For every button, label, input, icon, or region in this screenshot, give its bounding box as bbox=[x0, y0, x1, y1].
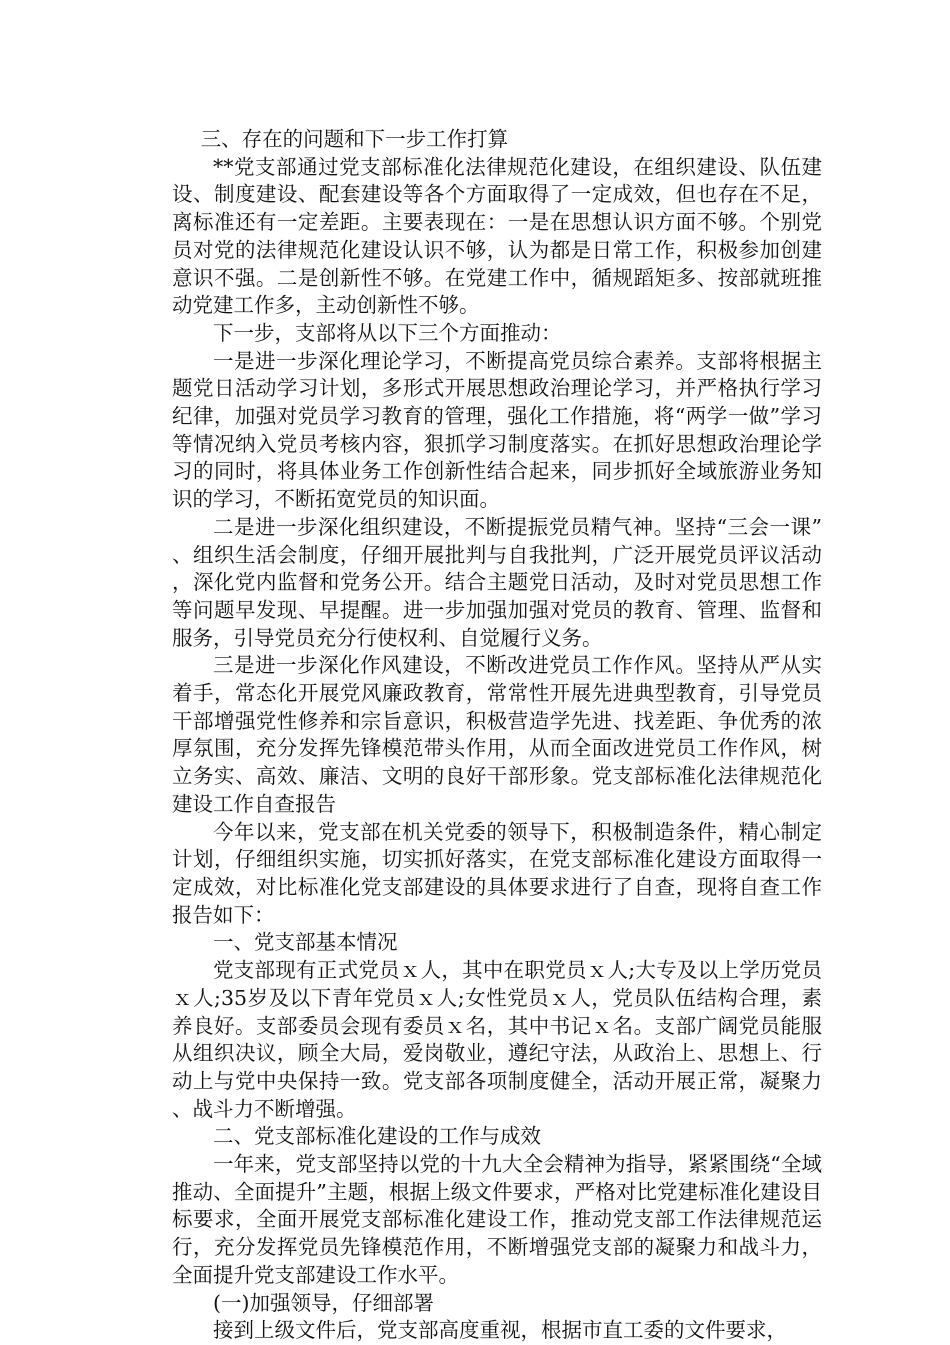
body-paragraph: 一是进一步深化理论学习，不断提高党员综合素养。支部将根据主题党日活动学习计划，多形式开展思想政治理论学习，并严格执行学习纪律，加强对党员学习教育的管理，强化工作措施，将“两学一做”学习等情况纳入党员考核内容，狠抓学习制度落实。在抓好思想政治理论学习的同时，将具体业务工作创新性结合起来，同步抓好全域旅游业务知识的学习，不断拓宽党员的知识面。 bbox=[172, 348, 822, 512]
body-paragraph: 接到上级文件后，党支部高度重视，根据市直工委的文件要求， bbox=[213, 1318, 787, 1343]
body-paragraph: 党支部现有正式党员ｘ人，其中在职党员ｘ人;大专及以上学历党员ｘ人;35岁及以下青年党员ｘ人;女性党员ｘ人，党员队伍结构合理，素养良好。支部委员会现有委员ｘ名，其中书记ｘ名。支部广阔党员能服从组织决议，顾全大局，爱岗敬业，遵纪守法，从政治上、思想上、行动上与党中央保持一致。党支部各项制度健全，活动开展正常，凝聚力、战斗力不断增强。 bbox=[172, 958, 822, 1121]
section-heading: 二、党支部标准化建设的工作与成效 bbox=[213, 1124, 541, 1149]
body-paragraph: **党支部通过党支部标准化法律规范化建设，在组织建设、队伍建设、制度建设、配套建设等各个方面取得了一定成效，但也存在不足，离标准还有一定差距。主要表现在：一是在思想认识方面不够。个别党员对党的法律规范化建设认识不够，认为都是日常工作，积极参加创建意识不强。二是创新性不够。在党建工作中，循规蹈矩多、按部就班推动党建工作多，主动创新性不够。 bbox=[172, 154, 822, 318]
document-body bbox=[172, 126, 822, 1345]
section-heading: 一、党支部基本情况 bbox=[213, 930, 398, 955]
body-paragraph: 一年来，党支部坚持以党的十九大全会精神为指导，紧紧围绕“全域推动、全面提升”主题，根据上级文件要求，严格对比党建标准化建设目标要求，全面开展党支部标准化建设工作，推动党支部工作法律规范运行，充分发挥党员先锋模范作用，不断增强党支部的凝聚力和战斗力，全面提升党支部建设工作水平。 bbox=[172, 1152, 822, 1287]
body-paragraph: 三是进一步深化作风建设，不断改进党员工作作风。坚持从严从实着手，常态化开展党风廉政教育，常常性开展先进典型教育，引导党员干部增强党性修养和宗旨意识，积极营造学先进、找差距、争优秀的浓厚氛围，充分发挥先锋模范带头作用，从而全面改进党员工作作风，树立务实、高效、廉洁、文明的良好干部形象。党支部标准化法律规范化建设工作自查报告 bbox=[172, 653, 822, 816]
subsection-heading: (一)加强领导，仔细部署 bbox=[213, 1290, 434, 1315]
body-paragraph: 今年以来，党支部在机关党委的领导下，积极制造条件，精心制定计划，仔细组织实施，切实抓好落实，在党支部标准化建设方面取得一定成效，对比标准化党支部建设的具体要求进行了自查，现将自查工作报告如下： bbox=[172, 819, 822, 927]
body-paragraph: 下一步，支部将从以下三个方面推动： bbox=[213, 320, 562, 345]
section-heading: 三、存在的问题和下一步工作打算 bbox=[200, 127, 509, 151]
body-paragraph: 二是进一步深化组织建设，不断提振党员精气神。坚持“三会一课”、组织生活会制度，仔细开展批判与自我批判，广泛开展党员评议活动，深化党内监督和党务公开。结合主题党日活动，及时对党员思想工作等问题早发现、早提醒。进一步加强加强对党员的教育、管理、监督和服务，引导党员充分行使权利、自觉履行义务。 bbox=[172, 514, 822, 650]
